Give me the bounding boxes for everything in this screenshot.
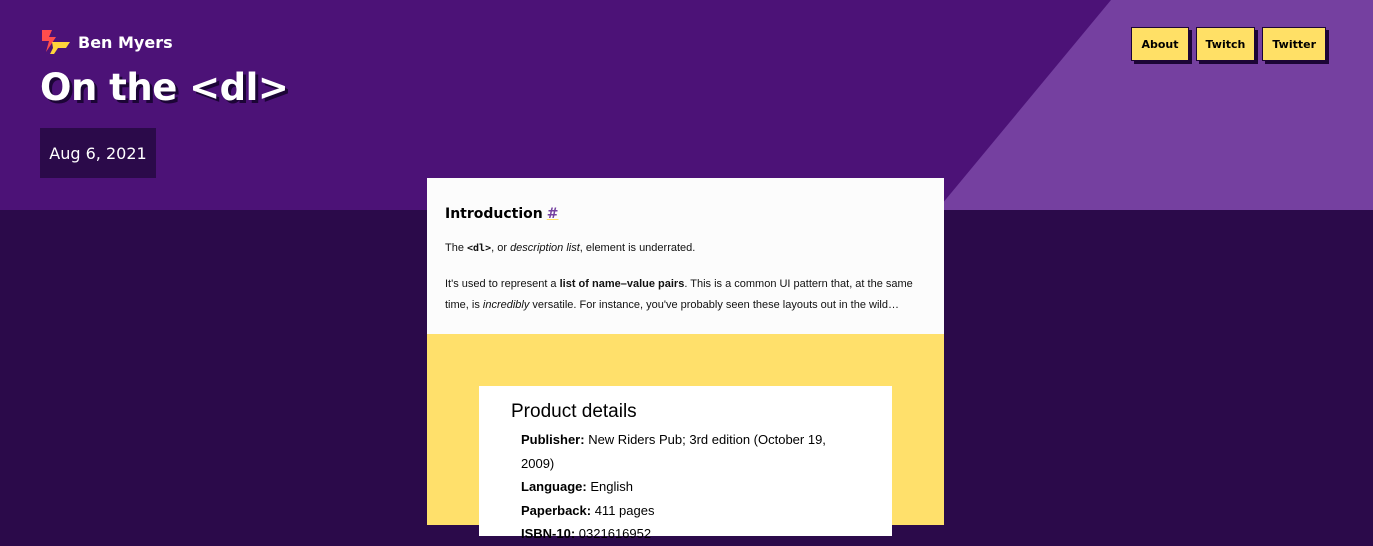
list-value: English: [590, 479, 633, 494]
intro-paragraph-1: [445, 238, 926, 259]
list-item: [521, 499, 860, 523]
dl-code: <dl>: [467, 243, 492, 254]
list-term: Language:: [521, 479, 591, 494]
list-value: New Riders Pub; 3rd edition (October 19, 2009): [521, 432, 826, 471]
top-nav: [1131, 27, 1326, 61]
list-item: [521, 475, 860, 499]
list-item: [521, 428, 860, 475]
list-value: 0321616952: [578, 526, 652, 541]
list-item: [521, 522, 860, 546]
brand-home-link[interactable]: [40, 28, 173, 56]
list-value: 411 pages: [594, 502, 655, 518]
list-term: ISBN-10:: [521, 526, 579, 541]
heading-anchor-link[interactable]: #: [546, 206, 559, 222]
list-term: Publisher:: [521, 432, 589, 447]
product-details-list: [511, 428, 860, 546]
p2-emphasis: incredibly: [482, 299, 530, 311]
product-details-card: [479, 386, 892, 541]
p1-emphasis: description list: [510, 242, 580, 254]
section-heading: [445, 206, 926, 222]
p2-strong: list of name–value pairs: [559, 278, 685, 290]
date-badge: Aug 6, 2021: [40, 128, 156, 178]
intro-section: [427, 178, 944, 316]
nav-twitch-button[interactable]: Twitch: [1196, 27, 1256, 61]
nav-twitter-button[interactable]: Twitter: [1262, 27, 1326, 61]
article-content: [427, 178, 944, 541]
section-heading-text: Introduction: [445, 206, 543, 222]
brand-name: Ben Myers: [78, 32, 173, 52]
page-title: On the <dl>: [40, 66, 289, 109]
p2-text-before: It's used to represent a: [445, 278, 560, 290]
p1-text-middle: , or: [491, 242, 511, 254]
example-demo-panel: [427, 334, 944, 541]
p2-text-middle: . This is a common UI pattern that, at the same time, is: [445, 278, 913, 311]
p2-text-after: versatile. For instance, you've probably seen these layouts out in the wild…: [529, 299, 899, 311]
product-details-title: Product details: [511, 401, 637, 422]
list-term: Paperback:: [521, 502, 595, 518]
intro-paragraph-2: [445, 274, 926, 316]
p1-text-after: , element is underrated.: [579, 242, 696, 254]
nav-about-button[interactable]: About: [1131, 27, 1188, 61]
p1-text-before: The: [445, 242, 468, 254]
lightning-logo-icon: [40, 28, 72, 56]
